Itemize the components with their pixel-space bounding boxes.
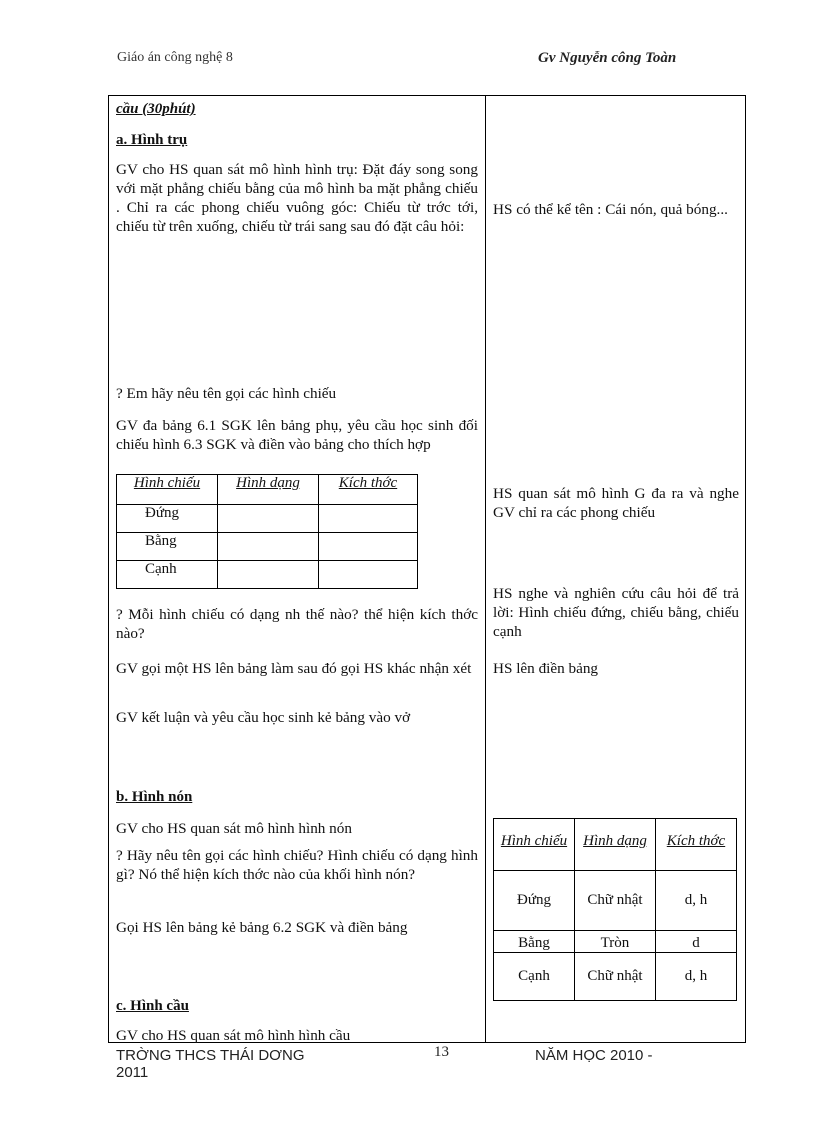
- table2-row-top-view: Bằng: [494, 931, 575, 953]
- table-6-2: [493, 818, 737, 1001]
- table1-header-size: Kích thớc: [319, 475, 418, 505]
- table2-row-front-shape: Chữ nhật: [575, 871, 656, 931]
- heading-cylinder: a. Hình trụ: [116, 132, 188, 148]
- footer-school: TRỜNG THCS THÁI DƠNG: [116, 1047, 305, 1064]
- answer-name-objects: HS có thể kể tên : Cái nón, quả bóng...: [493, 201, 728, 218]
- answer-observe: HS quan sát mô hình G đa ra và nghe GV chỉ ra các phong chiếu: [493, 485, 739, 521]
- table1-cell: [319, 561, 418, 589]
- paragraph-cone-intro: GV cho HS quan sát mô hình hình nón: [116, 820, 352, 837]
- section-title-cont: cầu (30phút): [116, 101, 196, 117]
- table1-row-front: Đứng: [117, 505, 218, 533]
- table2-header-view: Hình chiếu: [494, 819, 575, 871]
- table2-row-side-view: Cạnh: [494, 953, 575, 1001]
- header-teacher: Gv Nguyễn công Toàn: [538, 50, 677, 66]
- paragraph-table-62: Gọi HS lên bảng kẻ bảng 6.2 SGK và điền bảng: [116, 919, 408, 936]
- answer-research: HS nghe và nghiên cứu câu hỏi để trả lời: Hình chiếu đứng, chiếu bằng, chiếu cạnh: [493, 585, 739, 640]
- table1-header-view: Hình chiếu: [117, 475, 218, 505]
- table1-row-top: Bằng: [117, 533, 218, 561]
- paragraph-call-student: GV gọi một HS lên bảng làm sau đó gọi HS khác nhận xét: [116, 660, 472, 677]
- table1-header-shape: Hình dạng: [218, 475, 319, 505]
- paragraph-sphere-intro: GV cho HS quan sát mô hình hình cầu: [116, 1027, 351, 1044]
- heading-cone: b. Hình nón: [116, 789, 193, 805]
- table-6-1: [116, 474, 418, 589]
- paragraph-table-61: GV đa bảng 6.1 SGK lên bảng phụ, yêu cầu học sinh đối chiếu hình 6.3 SGK và điền vào bảng cho thích hợp: [116, 417, 478, 453]
- table1-cell: [218, 533, 319, 561]
- question-name-views: ? Em hãy nêu tên gọi các hình chiếu: [116, 385, 337, 402]
- table2-row-top-size: d: [656, 931, 737, 953]
- table2-row-side-size: d, h: [656, 953, 737, 1001]
- heading-sphere: c. Hình cầu: [116, 998, 189, 1014]
- table1-cell: [319, 533, 418, 561]
- answer-fill-table: HS lên điền bảng: [493, 660, 599, 677]
- table1-row-side: Cạnh: [117, 561, 218, 589]
- table2-header-size: Kích thớc: [656, 819, 737, 871]
- table2-row-side-shape: Chữ nhật: [575, 953, 656, 1001]
- table2-row-front-size: d, h: [656, 871, 737, 931]
- question-cone-views: ? Hãy nêu tên gọi các hình chiếu? Hình chiếu có dạng hình gì? Nó thể hiện kích thớc nào của khối hình nón?: [116, 847, 478, 883]
- table2-row-front-view: Đứng: [494, 871, 575, 931]
- question-view-shape: ? Mỗi hình chiếu có dạng nh thế nào? thể hiện kích thớc nào?: [116, 606, 478, 642]
- page-number: 13: [434, 1044, 449, 1060]
- header-subject: Giáo án công nghệ 8: [117, 50, 233, 65]
- paragraph-cylinder-intro: GV cho HS quan sát mô hình hình trụ: Đặt đáy song song với mặt phẳng chiếu bằng của mô hình ba mặt phẳng chiếu . Chỉ ra các phong chiếu vuông góc: Chiếu từ trớc tới, chiếu từ trên xuống, chiếu từ trái sang sau đó đặt câu hỏi:: [116, 161, 478, 235]
- table2-row-top-shape: Tròn: [575, 931, 656, 953]
- paragraph-conclusion: GV kết luận và yêu cầu học sinh kẻ bảng vào vở: [116, 709, 411, 726]
- column-divider: [485, 95, 486, 1043]
- table2-header-shape: Hình dạng: [575, 819, 656, 871]
- table1-cell: [319, 505, 418, 533]
- table1-cell: [218, 561, 319, 589]
- footer-year-end: 2011: [116, 1064, 149, 1081]
- footer-school-year: NĂM HỌC 2010 -: [535, 1047, 653, 1064]
- table1-cell: [218, 505, 319, 533]
